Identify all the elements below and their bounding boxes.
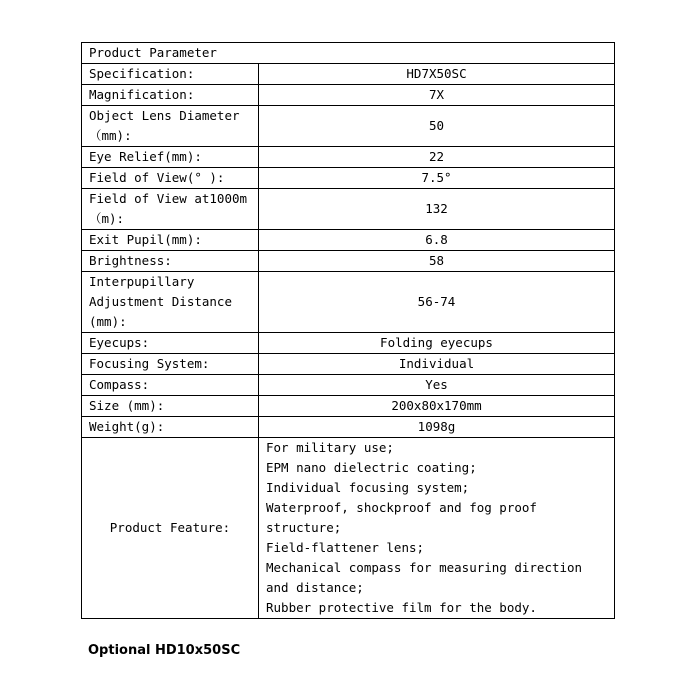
feature-item: Rubber protective film for the body. (266, 600, 537, 615)
row-value: 132 (259, 189, 615, 230)
feature-item: For military use; (266, 440, 394, 455)
row-value: Yes (259, 375, 615, 396)
row-value: 7X (259, 85, 615, 106)
feature-item: Individual focusing system; (266, 480, 470, 495)
feature-item: Field-flattener lens; (266, 540, 425, 555)
table-row (82, 396, 615, 417)
row-label: Brightness: (82, 251, 259, 272)
table-row (82, 333, 615, 354)
feature-item: Mechanical compass for measuring direction and distance; (266, 560, 583, 595)
row-value: 22 (259, 147, 615, 168)
table-header-row (82, 43, 615, 64)
row-value: 50 (259, 106, 615, 147)
row-value: 1098g (259, 417, 615, 438)
table-row (82, 168, 615, 189)
feature-list (259, 438, 615, 619)
table-row (82, 85, 615, 106)
row-label: Size (mm): (82, 396, 259, 417)
table-row (82, 375, 615, 396)
feature-item: Waterproof, shockproof and fog proof structure; (266, 500, 537, 535)
table-row (82, 354, 615, 375)
row-label: Exit Pupil(mm): (82, 230, 259, 251)
product-parameter-table (81, 42, 615, 619)
table-row (82, 147, 615, 168)
row-label: Interpupillary Adjustment Distance (mm): (82, 272, 259, 333)
row-value: 6.8 (259, 230, 615, 251)
row-value: 58 (259, 251, 615, 272)
feature-item: EPM nano dielectric coating; (266, 460, 477, 475)
row-value: 56-74 (259, 272, 615, 333)
row-label: Field of View(° ): (82, 168, 259, 189)
table-row (82, 417, 615, 438)
table-row (82, 230, 615, 251)
table-row (82, 106, 615, 147)
row-label: Focusing System: (82, 354, 259, 375)
row-label: Weight(g): (82, 417, 259, 438)
optional-model-note: Optional HD10x50SC (88, 643, 241, 658)
table-title: Product Parameter (82, 43, 615, 64)
row-label: Magnification: (82, 85, 259, 106)
feature-row (82, 438, 615, 619)
row-value: Individual (259, 354, 615, 375)
row-label: Eye Relief(mm): (82, 147, 259, 168)
row-label: Object Lens Diameter （mm): (82, 106, 259, 147)
table-row (82, 64, 615, 85)
table-row (82, 272, 615, 333)
row-value: HD7X50SC (259, 64, 615, 85)
row-label: Eyecups: (82, 333, 259, 354)
row-label: Field of View at1000m （m): (82, 189, 259, 230)
row-value: Folding eyecups (259, 333, 615, 354)
table-row (82, 189, 615, 230)
row-value: 7.5° (259, 168, 615, 189)
row-label: Specification: (82, 64, 259, 85)
row-value: 200x80x170mm (259, 396, 615, 417)
feature-label: Product Feature: (82, 438, 259, 619)
table-row (82, 251, 615, 272)
row-label: Compass: (82, 375, 259, 396)
